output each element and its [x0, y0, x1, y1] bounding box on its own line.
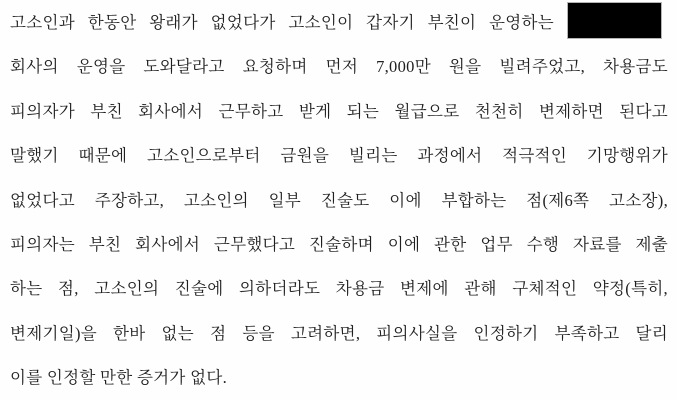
text-line: 피의자가 부친 회사에서 근무하고 받게 되는 월급으로 천천히 변제하면 된다고 — [10, 101, 668, 121]
text-line: 회사의 운영을 도와달라고 요청하며 먼저 7,000만 원을 빌려주었고, 차용금도 — [10, 57, 668, 77]
text-line: 말했기 때문에 고소인으로부터 금원을 빌리는 과정에서 적극적인 기망행위가 — [10, 146, 668, 166]
text-line: 이를 인정할 만한 증거가 없다. — [10, 368, 227, 388]
text-line: 고소인과 한동안 왕래가 없었다가 고소인이 갑자기 부친이 운영하는 — [10, 13, 554, 32]
text-line: 변제기일)을 한바 없는 점 등을 고려하면, 피의사실을 인정하기 부족하고 달리 — [10, 323, 668, 343]
text-line: 없었다고 주장하고, 고소인의 일부 진술도 이에 부합하는 점(제6쪽 고소장), — [10, 190, 668, 210]
text-line: 하는 점, 고소인의 진술에 의하더라도 차용금 변제에 관해 구체적인 약정(특히, — [10, 279, 668, 299]
text-line: 피의자는 부친 회사에서 근무했다고 진술하며 이에 관한 업무 수행 자료를 제출 — [10, 234, 668, 254]
document-paragraph — [10, 1, 668, 400]
